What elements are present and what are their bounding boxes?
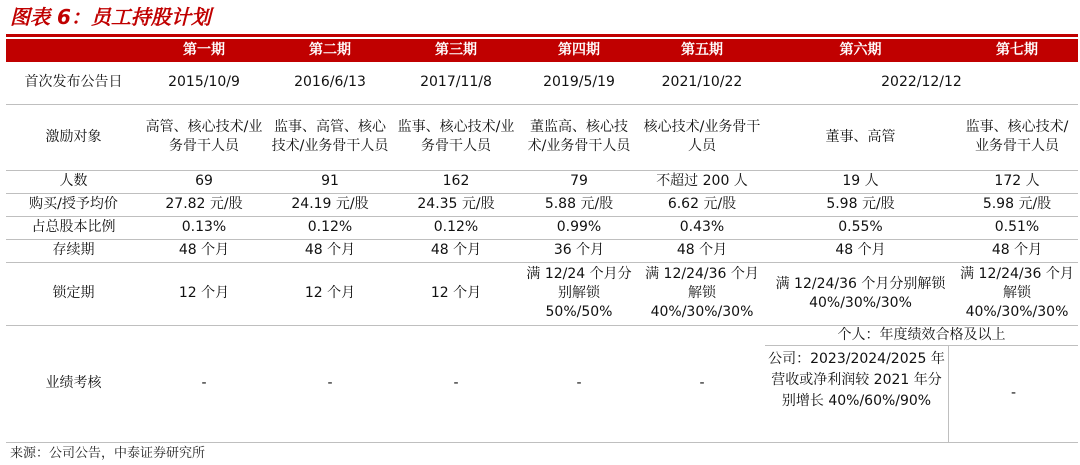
table-cell: 满 12/24/36 个月解锁 40%/30%/30% bbox=[639, 262, 765, 325]
table-cell: 满 12/24 个月分别解锁 50%/50% bbox=[519, 262, 639, 325]
table-cell: 19 人 bbox=[765, 170, 956, 193]
row-label: 激励对象 bbox=[6, 104, 141, 170]
table-row bbox=[6, 239, 1078, 262]
table-cell: 48 个月 bbox=[141, 239, 267, 262]
table-row bbox=[6, 216, 1078, 239]
table-cell: 高管、核心技术/业务骨干人员 bbox=[141, 104, 267, 170]
row-label: 锁定期 bbox=[6, 262, 141, 325]
table-cell: 2017/11/8 bbox=[393, 62, 519, 104]
table-cell: 48 个月 bbox=[639, 239, 765, 262]
table-cell: - bbox=[141, 325, 267, 442]
table-cell: 172 人 bbox=[956, 170, 1078, 193]
table-cell: 不超过 200 人 bbox=[639, 170, 765, 193]
row-label: 购买/授予均价 bbox=[6, 193, 141, 216]
table-cell: 48 个月 bbox=[765, 239, 956, 262]
header-cell: 第六期 bbox=[765, 39, 956, 62]
table-cell: 12 个月 bbox=[141, 262, 267, 325]
table-cell: 监事、核心技术/业务骨干人员 bbox=[956, 104, 1078, 170]
table-cell: 满 12/24/36 个月分别解锁 40%/30%/30% bbox=[765, 262, 956, 325]
table-cell: 12 个月 bbox=[393, 262, 519, 325]
table-cell: 0.13% bbox=[141, 216, 267, 239]
table-cell: 2019/5/19 bbox=[519, 62, 639, 104]
table-cell: 2022/12/12 bbox=[765, 62, 1078, 104]
esop-table bbox=[6, 39, 1078, 443]
table-cell: 79 bbox=[519, 170, 639, 193]
table-cell: 48 个月 bbox=[393, 239, 519, 262]
chart-title: 图表 6：员工持股计划 bbox=[10, 5, 211, 29]
table-cell: 24.19 元/股 bbox=[267, 193, 393, 216]
table-cell: 48 个月 bbox=[267, 239, 393, 262]
table-cell: 满 12/24/36 个月解锁 40%/30%/30% bbox=[956, 262, 1078, 325]
header-cell: 第五期 bbox=[639, 39, 765, 62]
table-row bbox=[6, 170, 1078, 193]
table-cell: 48 个月 bbox=[956, 239, 1078, 262]
table-cell: - bbox=[519, 325, 639, 442]
table-row bbox=[6, 104, 1078, 170]
table-cell: 0.51% bbox=[956, 216, 1078, 239]
row-label: 业绩考核 bbox=[6, 325, 141, 442]
header-cell: 第一期 bbox=[141, 39, 267, 62]
table-cell: - bbox=[639, 325, 765, 442]
table-cell: 2016/6/13 bbox=[267, 62, 393, 104]
table-cell: 核心技术/业务骨干人员 bbox=[639, 104, 765, 170]
company-assessment: 公司：2023/2024/2025 年营收或净利润较 2021 年分别增长 40%/60%/90% bbox=[765, 346, 949, 442]
table-cell: 0.43% bbox=[639, 216, 765, 239]
table-row bbox=[6, 193, 1078, 216]
header-cell bbox=[6, 39, 141, 62]
header-cell: 第三期 bbox=[393, 39, 519, 62]
table-cell: - bbox=[267, 325, 393, 442]
table-cell: 27.82 元/股 bbox=[141, 193, 267, 216]
table-cell: 0.12% bbox=[267, 216, 393, 239]
header-row bbox=[6, 39, 1078, 62]
table-cell: - bbox=[1010, 385, 1017, 401]
table-cell: 2015/10/9 bbox=[141, 62, 267, 104]
performance-cell bbox=[765, 325, 1078, 442]
table-cell: 监事、核心技术/业务骨干人员 bbox=[393, 104, 519, 170]
row-label: 人数 bbox=[6, 170, 141, 193]
table-cell: 董监高、核心技术/业务骨干人员 bbox=[519, 104, 639, 170]
table-row bbox=[6, 325, 1078, 442]
table-cell: 36 个月 bbox=[519, 239, 639, 262]
personal-assessment: 个人：年度绩效合格及以上 bbox=[765, 326, 1078, 346]
table-cell: 监事、高管、核心技术/业务骨干人员 bbox=[267, 104, 393, 170]
table-cell: - bbox=[393, 325, 519, 442]
header-cell: 第四期 bbox=[519, 39, 639, 62]
table-cell: 0.55% bbox=[765, 216, 956, 239]
table-cell: 董事、高管 bbox=[765, 104, 956, 170]
row-label: 存续期 bbox=[6, 239, 141, 262]
table-cell: 69 bbox=[141, 170, 267, 193]
table-row bbox=[6, 262, 1078, 325]
table-cell: 0.99% bbox=[519, 216, 639, 239]
row-label: 占总股本比例 bbox=[6, 216, 141, 239]
table-cell: 12 个月 bbox=[267, 262, 393, 325]
table-cell: 5.98 元/股 bbox=[956, 193, 1078, 216]
table-row bbox=[6, 62, 1078, 104]
title-rule bbox=[6, 34, 1078, 37]
table-cell: 162 bbox=[393, 170, 519, 193]
source-note: 来源：公司公告，中泰证券研究所 bbox=[10, 446, 206, 461]
table-cell: 2021/10/22 bbox=[639, 62, 765, 104]
header-cell: 第二期 bbox=[267, 39, 393, 62]
table-cell: 6.62 元/股 bbox=[639, 193, 765, 216]
header-cell: 第七期 bbox=[956, 39, 1078, 62]
table-cell: 0.12% bbox=[393, 216, 519, 239]
table-cell: 24.35 元/股 bbox=[393, 193, 519, 216]
row-label: 首次发布公告日 bbox=[6, 62, 141, 104]
table-cell: 91 bbox=[267, 170, 393, 193]
table-cell: 5.88 元/股 bbox=[519, 193, 639, 216]
table-cell: 5.98 元/股 bbox=[765, 193, 956, 216]
